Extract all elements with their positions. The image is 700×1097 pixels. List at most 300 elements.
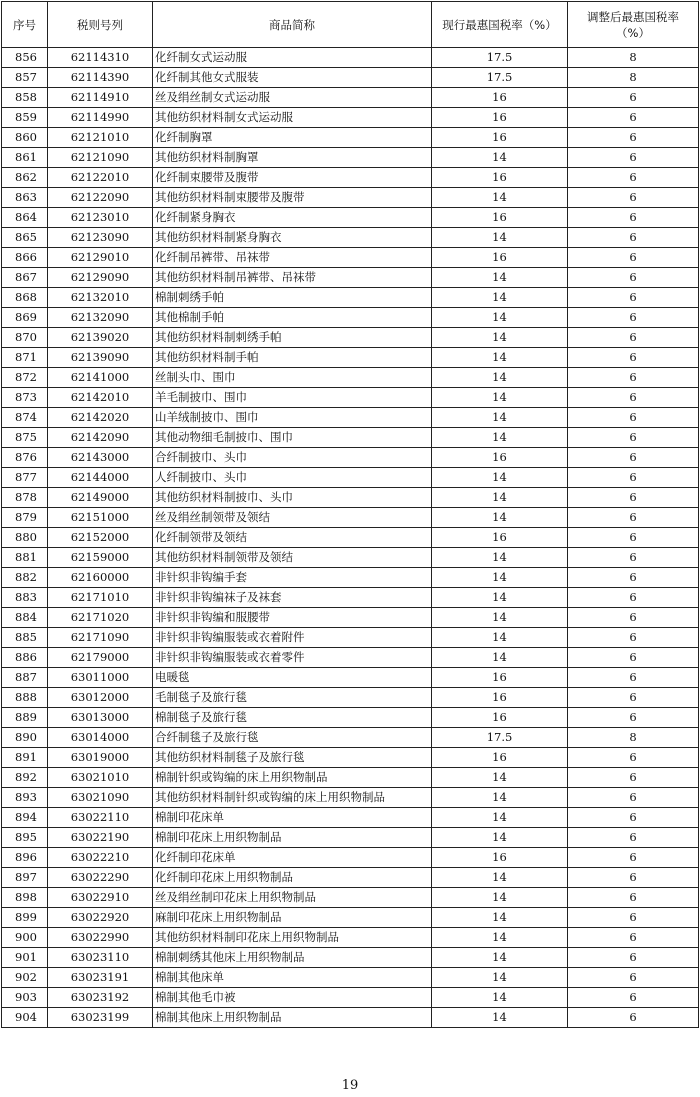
row-index: 900 [2, 928, 48, 948]
row-index: 868 [2, 288, 48, 308]
tariff-code: 62139020 [48, 328, 153, 348]
current-rate: 14 [432, 368, 568, 388]
current-rate: 14 [432, 828, 568, 848]
row-index: 885 [2, 628, 48, 648]
row-index: 866 [2, 248, 48, 268]
product-name: 非针织非钩编和服腰带 [153, 608, 432, 628]
adjusted-rate: 6 [568, 828, 699, 848]
table-row [2, 68, 699, 88]
tariff-code: 63022990 [48, 928, 153, 948]
adjusted-rate: 6 [568, 88, 699, 108]
current-rate: 14 [432, 768, 568, 788]
table-row [2, 648, 699, 668]
tariff-code: 63019000 [48, 748, 153, 768]
adjusted-rate: 6 [568, 948, 699, 968]
adjusted-rate: 6 [568, 108, 699, 128]
product-name: 人纤制披巾、头巾 [153, 468, 432, 488]
adjusted-rate: 6 [568, 528, 699, 548]
product-name: 棉制其他毛巾被 [153, 988, 432, 1008]
tariff-code: 63022290 [48, 868, 153, 888]
page-number: 19 [341, 1078, 359, 1093]
adjusted-rate: 6 [568, 328, 699, 348]
adjusted-rate: 6 [568, 1008, 699, 1028]
tariff-table [1, 1, 699, 1028]
current-rate: 16 [432, 128, 568, 148]
current-rate: 14 [432, 148, 568, 168]
tariff-code: 62132090 [48, 308, 153, 328]
adjusted-rate: 6 [568, 508, 699, 528]
header-name: 商品简称 [153, 2, 432, 48]
current-rate: 14 [432, 308, 568, 328]
tariff-code: 62121010 [48, 128, 153, 148]
tariff-code: 62123010 [48, 208, 153, 228]
current-rate: 17.5 [432, 48, 568, 68]
header-code: 税则号列 [48, 2, 153, 48]
tariff-code: 63014000 [48, 728, 153, 748]
table-body [2, 48, 699, 1028]
product-name: 其他棉制手帕 [153, 308, 432, 328]
adjusted-rate: 6 [568, 668, 699, 688]
adjusted-rate: 6 [568, 888, 699, 908]
adjusted-rate: 6 [568, 208, 699, 228]
current-rate: 14 [432, 808, 568, 828]
tariff-code: 63023199 [48, 1008, 153, 1028]
row-index: 860 [2, 128, 48, 148]
row-index: 891 [2, 748, 48, 768]
tariff-code: 63011000 [48, 668, 153, 688]
product-name: 化纤制印花床上用织物制品 [153, 868, 432, 888]
adjusted-rate: 6 [568, 288, 699, 308]
row-index: 903 [2, 988, 48, 1008]
adjusted-rate: 6 [568, 348, 699, 368]
table-row [2, 148, 699, 168]
table-row [2, 568, 699, 588]
row-index: 894 [2, 808, 48, 828]
table-row [2, 268, 699, 288]
row-index: 869 [2, 308, 48, 328]
table-row [2, 508, 699, 528]
header-adjusted-rate-line2: （%） [616, 25, 650, 40]
product-name: 山羊绒制披巾、围巾 [153, 408, 432, 428]
row-index: 877 [2, 468, 48, 488]
table-row [2, 488, 699, 508]
tariff-code: 62159000 [48, 548, 153, 568]
tariff-code: 63023191 [48, 968, 153, 988]
tariff-code: 62123090 [48, 228, 153, 248]
product-name: 丝及绢丝制领带及领结 [153, 508, 432, 528]
tariff-code: 63022920 [48, 908, 153, 928]
tariff-code: 62122010 [48, 168, 153, 188]
current-rate: 14 [432, 988, 568, 1008]
tariff-code: 63023110 [48, 948, 153, 968]
table-row [2, 528, 699, 548]
tariff-code: 62132010 [48, 288, 153, 308]
table-row [2, 368, 699, 388]
product-name: 毛制毯子及旅行毯 [153, 688, 432, 708]
product-name: 棉制刺绣其他床上用织物制品 [153, 948, 432, 968]
product-name: 化纤制束腰带及腹带 [153, 168, 432, 188]
tariff-code: 63022190 [48, 828, 153, 848]
tariff-code: 62122090 [48, 188, 153, 208]
row-index: 870 [2, 328, 48, 348]
current-rate: 14 [432, 288, 568, 308]
product-name: 其他纺织材料制印花床上用织物制品 [153, 928, 432, 948]
product-name: 其他纺织材料制领带及领结 [153, 548, 432, 568]
product-name: 其他纺织材料制女式运动服 [153, 108, 432, 128]
adjusted-rate: 6 [568, 268, 699, 288]
table-row [2, 428, 699, 448]
table-row [2, 128, 699, 148]
current-rate: 14 [432, 508, 568, 528]
adjusted-rate: 6 [568, 188, 699, 208]
table-row [2, 468, 699, 488]
table-row [2, 768, 699, 788]
adjusted-rate: 6 [568, 848, 699, 868]
table-row [2, 448, 699, 468]
row-index: 892 [2, 768, 48, 788]
tariff-code: 62171020 [48, 608, 153, 628]
adjusted-rate: 6 [568, 968, 699, 988]
product-name: 非针织非钩编袜子及袜套 [153, 588, 432, 608]
adjusted-rate: 6 [568, 128, 699, 148]
table-row [2, 748, 699, 768]
current-rate: 14 [432, 968, 568, 988]
row-index: 890 [2, 728, 48, 748]
row-index: 856 [2, 48, 48, 68]
table-header-row [2, 2, 699, 48]
current-rate: 14 [432, 388, 568, 408]
product-name: 化纤制其他女式服装 [153, 68, 432, 88]
row-index: 878 [2, 488, 48, 508]
current-rate: 14 [432, 1008, 568, 1028]
table-row [2, 868, 699, 888]
tariff-code: 63021010 [48, 768, 153, 788]
current-rate: 14 [432, 188, 568, 208]
current-rate: 16 [432, 108, 568, 128]
current-rate: 14 [432, 488, 568, 508]
table-row [2, 108, 699, 128]
row-index: 888 [2, 688, 48, 708]
tariff-code: 62114310 [48, 48, 153, 68]
current-rate: 14 [432, 328, 568, 348]
table-row [2, 1008, 699, 1028]
product-name: 其他纺织材料制毯子及旅行毯 [153, 748, 432, 768]
table-row [2, 708, 699, 728]
product-name: 其他纺织材料制针织或钩编的床上用织物制品 [153, 788, 432, 808]
current-rate: 14 [432, 568, 568, 588]
adjusted-rate: 6 [568, 228, 699, 248]
product-name: 其他纺织材料制吊裤带、吊袜带 [153, 268, 432, 288]
row-index: 904 [2, 1008, 48, 1028]
row-index: 897 [2, 868, 48, 888]
table-row [2, 828, 699, 848]
row-index: 893 [2, 788, 48, 808]
current-rate: 16 [432, 848, 568, 868]
adjusted-rate: 6 [568, 548, 699, 568]
table-row [2, 348, 699, 368]
row-index: 863 [2, 188, 48, 208]
product-name: 非针织非钩编服装或衣着零件 [153, 648, 432, 668]
current-rate: 16 [432, 748, 568, 768]
tariff-code: 62142020 [48, 408, 153, 428]
row-index: 857 [2, 68, 48, 88]
adjusted-rate: 6 [568, 768, 699, 788]
product-name: 化纤制胸罩 [153, 128, 432, 148]
adjusted-rate: 6 [568, 388, 699, 408]
current-rate: 14 [432, 908, 568, 928]
row-index: 862 [2, 168, 48, 188]
tariff-code: 62152000 [48, 528, 153, 548]
tariff-code: 63022210 [48, 848, 153, 868]
header-adjusted-rate [568, 2, 699, 48]
tariff-code: 63013000 [48, 708, 153, 728]
header-current-rate: 现行最惠国税率（%） [432, 2, 568, 48]
row-index: 872 [2, 368, 48, 388]
adjusted-rate: 6 [568, 688, 699, 708]
current-rate: 16 [432, 88, 568, 108]
tariff-code: 62142010 [48, 388, 153, 408]
adjusted-rate: 6 [568, 908, 699, 928]
tariff-code: 62114990 [48, 108, 153, 128]
current-rate: 17.5 [432, 68, 568, 88]
adjusted-rate: 6 [568, 568, 699, 588]
row-index: 876 [2, 448, 48, 468]
table-row [2, 908, 699, 928]
header-index: 序号 [2, 2, 48, 48]
current-rate: 14 [432, 428, 568, 448]
header-adjusted-rate-line1: 调整后最惠国税率 [587, 9, 679, 24]
product-name: 棉制针织或钩编的床上用织物制品 [153, 768, 432, 788]
tariff-code: 62129090 [48, 268, 153, 288]
current-rate: 14 [432, 548, 568, 568]
tariff-code: 62151000 [48, 508, 153, 528]
adjusted-rate: 6 [568, 648, 699, 668]
current-rate: 14 [432, 948, 568, 968]
current-rate: 16 [432, 448, 568, 468]
table-row [2, 248, 699, 268]
table-row [2, 808, 699, 828]
current-rate: 16 [432, 208, 568, 228]
adjusted-rate: 6 [568, 148, 699, 168]
tariff-code: 63022110 [48, 808, 153, 828]
adjusted-rate: 8 [568, 48, 699, 68]
product-name: 棉制印花床单 [153, 808, 432, 828]
current-rate: 16 [432, 248, 568, 268]
row-index: 875 [2, 428, 48, 448]
current-rate: 16 [432, 708, 568, 728]
tariff-code: 62142090 [48, 428, 153, 448]
tariff-code: 62114390 [48, 68, 153, 88]
adjusted-rate: 6 [568, 168, 699, 188]
table-row [2, 88, 699, 108]
tariff-code: 62144000 [48, 468, 153, 488]
adjusted-rate: 8 [568, 68, 699, 88]
table-row [2, 208, 699, 228]
tariff-code: 63023192 [48, 988, 153, 1008]
row-index: 864 [2, 208, 48, 228]
adjusted-rate: 6 [568, 988, 699, 1008]
adjusted-rate: 6 [568, 748, 699, 768]
current-rate: 14 [432, 648, 568, 668]
row-index: 901 [2, 948, 48, 968]
tariff-code: 62114910 [48, 88, 153, 108]
product-name: 电暖毯 [153, 668, 432, 688]
tariff-code: 62160000 [48, 568, 153, 588]
row-index: 861 [2, 148, 48, 168]
product-name: 棉制毯子及旅行毯 [153, 708, 432, 728]
product-name: 非针织非钩编手套 [153, 568, 432, 588]
current-rate: 14 [432, 888, 568, 908]
product-name: 合纤制披巾、头巾 [153, 448, 432, 468]
table-row [2, 228, 699, 248]
tariff-code: 63012000 [48, 688, 153, 708]
current-rate: 17.5 [432, 728, 568, 748]
row-index: 884 [2, 608, 48, 628]
current-rate: 14 [432, 468, 568, 488]
adjusted-rate: 6 [568, 308, 699, 328]
row-index: 879 [2, 508, 48, 528]
row-index: 859 [2, 108, 48, 128]
product-name: 其他纺织材料制紧身胸衣 [153, 228, 432, 248]
current-rate: 16 [432, 528, 568, 548]
product-name: 丝及绢丝制女式运动服 [153, 88, 432, 108]
table-row [2, 688, 699, 708]
adjusted-rate: 6 [568, 608, 699, 628]
tariff-code: 62121090 [48, 148, 153, 168]
row-index: 881 [2, 548, 48, 568]
adjusted-rate: 6 [568, 588, 699, 608]
tariff-code: 63021090 [48, 788, 153, 808]
adjusted-rate: 6 [568, 628, 699, 648]
row-index: 867 [2, 268, 48, 288]
table-row [2, 848, 699, 868]
product-name: 其他纺织材料制刺绣手帕 [153, 328, 432, 348]
current-rate: 14 [432, 788, 568, 808]
tariff-code: 62139090 [48, 348, 153, 368]
tariff-code: 63022910 [48, 888, 153, 908]
product-name: 麻制印花床上用织物制品 [153, 908, 432, 928]
row-index: 865 [2, 228, 48, 248]
table-row [2, 588, 699, 608]
table-row [2, 288, 699, 308]
row-index: 895 [2, 828, 48, 848]
current-rate: 14 [432, 408, 568, 428]
product-name: 其他纺织材料制束腰带及腹带 [153, 188, 432, 208]
table-row [2, 308, 699, 328]
tariff-code: 62171090 [48, 628, 153, 648]
table-row [2, 48, 699, 68]
table-row [2, 608, 699, 628]
product-name: 其他纺织材料制手帕 [153, 348, 432, 368]
row-index: 896 [2, 848, 48, 868]
table-row [2, 188, 699, 208]
product-name: 其他动物细毛制披巾、围巾 [153, 428, 432, 448]
product-name: 化纤制女式运动服 [153, 48, 432, 68]
product-name: 合纤制毯子及旅行毯 [153, 728, 432, 748]
product-name: 丝制头巾、围巾 [153, 368, 432, 388]
current-rate: 14 [432, 928, 568, 948]
adjusted-rate: 6 [568, 708, 699, 728]
tariff-code: 62141000 [48, 368, 153, 388]
table-row [2, 328, 699, 348]
row-index: 858 [2, 88, 48, 108]
current-rate: 16 [432, 688, 568, 708]
product-name: 棉制刺绣手帕 [153, 288, 432, 308]
product-name: 化纤制吊裤带、吊袜带 [153, 248, 432, 268]
table-row [2, 928, 699, 948]
adjusted-rate: 6 [568, 808, 699, 828]
adjusted-rate: 6 [568, 368, 699, 388]
table-row [2, 548, 699, 568]
row-index: 871 [2, 348, 48, 368]
table-row [2, 968, 699, 988]
product-name: 化纤制领带及领结 [153, 528, 432, 548]
table-row [2, 408, 699, 428]
tariff-code: 62171010 [48, 588, 153, 608]
adjusted-rate: 6 [568, 408, 699, 428]
tariff-table-container [1, 1, 698, 1028]
row-index: 899 [2, 908, 48, 928]
row-index: 882 [2, 568, 48, 588]
row-index: 883 [2, 588, 48, 608]
product-name: 非针织非钩编服装或衣着附件 [153, 628, 432, 648]
tariff-code: 62143000 [48, 448, 153, 468]
tariff-code: 62149000 [48, 488, 153, 508]
adjusted-rate: 6 [568, 868, 699, 888]
row-index: 887 [2, 668, 48, 688]
table-row [2, 668, 699, 688]
current-rate: 14 [432, 348, 568, 368]
product-name: 其他纺织材料制披巾、头巾 [153, 488, 432, 508]
row-index: 873 [2, 388, 48, 408]
row-index: 902 [2, 968, 48, 988]
adjusted-rate: 6 [568, 248, 699, 268]
current-rate: 14 [432, 608, 568, 628]
product-name: 棉制其他床单 [153, 968, 432, 988]
table-row [2, 948, 699, 968]
row-index: 886 [2, 648, 48, 668]
row-index: 898 [2, 888, 48, 908]
tariff-code: 62179000 [48, 648, 153, 668]
table-row [2, 988, 699, 1008]
row-index: 880 [2, 528, 48, 548]
adjusted-rate: 6 [568, 788, 699, 808]
current-rate: 14 [432, 628, 568, 648]
table-row [2, 388, 699, 408]
product-name: 羊毛制披巾、围巾 [153, 388, 432, 408]
tariff-code: 62129010 [48, 248, 153, 268]
adjusted-rate: 6 [568, 448, 699, 468]
current-rate: 16 [432, 168, 568, 188]
adjusted-rate: 6 [568, 928, 699, 948]
current-rate: 14 [432, 228, 568, 248]
product-name: 化纤制印花床单 [153, 848, 432, 868]
product-name: 棉制其他床上用织物制品 [153, 1008, 432, 1028]
product-name: 丝及绢丝制印花床上用织物制品 [153, 888, 432, 908]
row-index: 889 [2, 708, 48, 728]
product-name: 棉制印花床上用织物制品 [153, 828, 432, 848]
current-rate: 16 [432, 668, 568, 688]
product-name: 其他纺织材料制胸罩 [153, 148, 432, 168]
table-row [2, 788, 699, 808]
current-rate: 14 [432, 588, 568, 608]
product-name: 化纤制紧身胸衣 [153, 208, 432, 228]
row-index: 874 [2, 408, 48, 428]
adjusted-rate: 8 [568, 728, 699, 748]
current-rate: 14 [432, 868, 568, 888]
table-row [2, 728, 699, 748]
table-row [2, 888, 699, 908]
